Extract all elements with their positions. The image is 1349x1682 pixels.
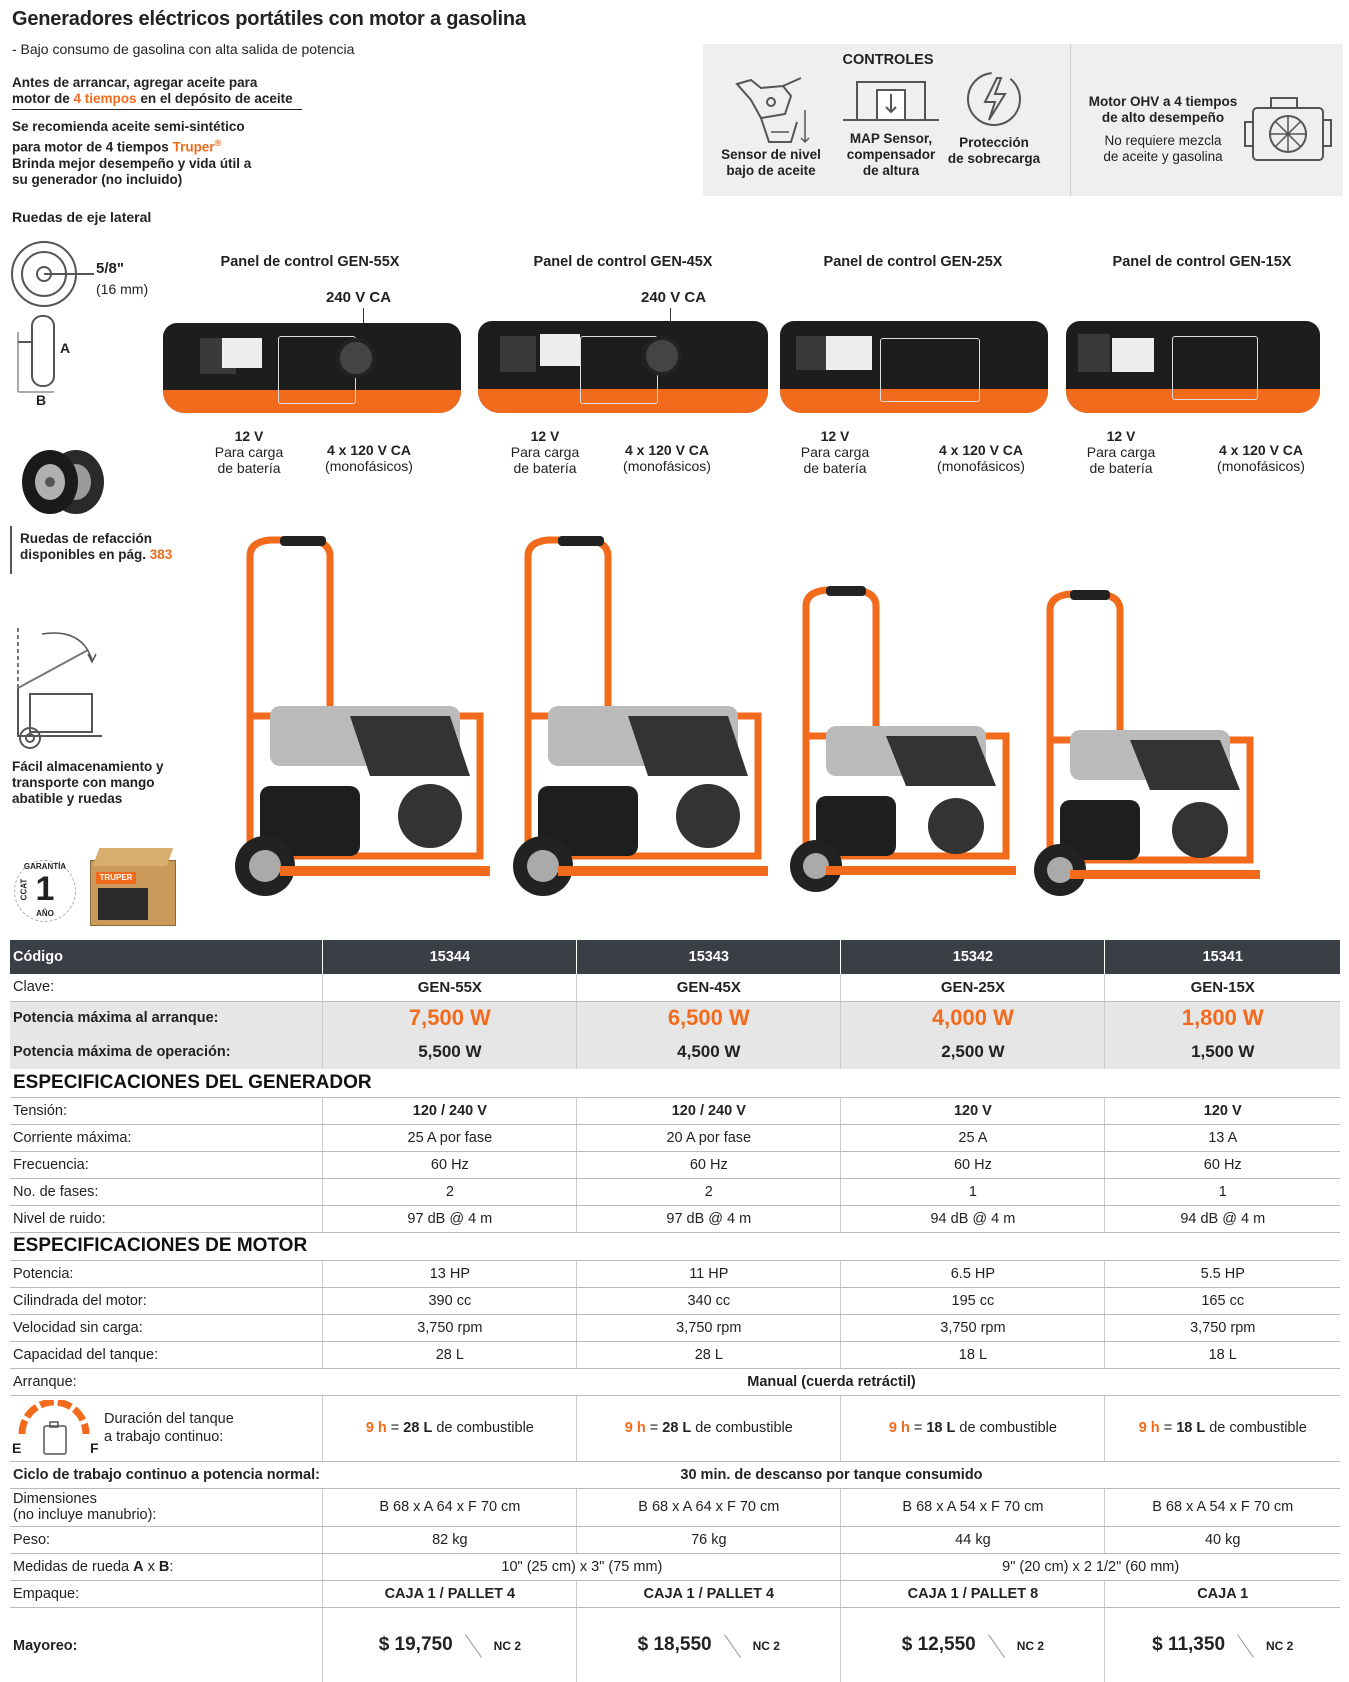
oil-rec-line1: Se recomienda aceite semi-sintético [12, 119, 245, 134]
op-power-value: 5,500 W [323, 1035, 577, 1069]
outlets-frame [880, 338, 980, 402]
cell: 97 dB @ 4 m [323, 1205, 577, 1232]
cell: B 68 x A 64 x F 70 cm [323, 1488, 577, 1526]
p1-r1: 4 x 120 V CA [624, 442, 710, 458]
row-label: Frecuencia: [10, 1151, 323, 1178]
cell: 2 [323, 1178, 577, 1205]
wheel-size-small: 9" (20 cm) x 2 1/2" (60 mm) [841, 1553, 1340, 1580]
wheel-label-a: A [133, 1558, 144, 1575]
panel-title-gen15x: Panel de control GEN-15X [1112, 254, 1292, 270]
panel-title-gen45x: Panel de control GEN-45X [533, 254, 713, 270]
duration-liters: 18 L [1176, 1420, 1206, 1436]
cell: CAJA 1 / PALLET 4 [323, 1580, 577, 1607]
row-label: Tensión: [10, 1097, 323, 1124]
duration-label-2: a trabajo continuo: [104, 1428, 224, 1445]
warranty-years: 1 [35, 870, 55, 908]
p2-l3: de batería [803, 460, 867, 476]
op-power-value: 1,500 W [1105, 1035, 1340, 1069]
p2-l2: Para carga [800, 444, 870, 460]
spare-divider [10, 526, 12, 574]
op-power-label: Potencia máxima de operación: [10, 1035, 323, 1069]
p2-r1: 4 x 120 V CA [938, 442, 1024, 458]
oil-note-highlight: 4 tiempos [73, 91, 137, 106]
wheel-front-icon [14, 312, 64, 396]
warranty-bottom-text: AÑO [36, 909, 54, 918]
motor-ohv-label: Motor OHV a 4 tiempos de alto desempeño [1088, 94, 1238, 125]
cell: 44 kg [841, 1526, 1105, 1553]
panel-12v-gen55x [204, 428, 294, 476]
row-label: Nivel de ruido: [10, 1205, 323, 1232]
oil-note-line2 [12, 91, 302, 110]
panel-120v-gen55x [314, 442, 424, 474]
price-divider [988, 1634, 1005, 1658]
panel-120v-gen15x [1206, 442, 1316, 474]
wheel-dim-a: A [60, 340, 71, 356]
panel-120v-gen25x [926, 442, 1036, 474]
table-section-motor [10, 1232, 1340, 1260]
panel-120v-gen45x [612, 442, 722, 474]
duration-liters: 18 L [926, 1420, 956, 1436]
table-section-generator [10, 1069, 1340, 1097]
spare-wheels-icon [18, 447, 108, 517]
twistlock-outlet [336, 338, 376, 378]
cell: 60 Hz [577, 1151, 841, 1178]
cell: 60 Hz [841, 1151, 1105, 1178]
cell: 340 cc [577, 1287, 841, 1314]
nc-badge: NC 2 [752, 1639, 780, 1654]
p3-l3: de batería [1089, 460, 1153, 476]
page-subtitle: - Bajo consumo de gasolina con alta salida de potencia [12, 41, 355, 57]
code-15342: 15342 [841, 940, 1105, 974]
box-top [93, 848, 174, 866]
wheel-label-x: x [147, 1558, 155, 1575]
oil-note [12, 75, 302, 110]
wheel-label-pre: Medidas de rueda [13, 1558, 130, 1575]
cell: 28 L [323, 1341, 577, 1368]
cell: B 68 x A 54 x F 70 cm [841, 1488, 1105, 1526]
clave-value: GEN-15X [1105, 974, 1340, 1001]
cell: 6.5 HP [841, 1260, 1105, 1287]
cell: 18 L [1105, 1341, 1340, 1368]
table-row-dimensions [10, 1488, 1340, 1526]
duration-cell [1105, 1395, 1340, 1461]
cell: B 68 x A 64 x F 70 cm [577, 1488, 841, 1526]
generator-gen15x [1034, 590, 1260, 896]
op-power-value: 4,500 W [577, 1035, 841, 1069]
controls-divider [1070, 44, 1071, 196]
duration-liters: 28 L [662, 1420, 692, 1436]
warranty-top-text: GARANTÍA [23, 862, 67, 871]
oil-note-pre: motor de [12, 91, 70, 106]
wholesale-label: Mayoreo: [13, 1638, 78, 1655]
table-row-clave [10, 974, 1340, 1001]
cell: 28 L [577, 1341, 841, 1368]
p3-r2: (monofásicos) [1217, 458, 1305, 474]
p0-l2: Para carga [214, 444, 284, 460]
storage-line3: abatible y ruedas [12, 791, 123, 806]
cell: 390 cc [323, 1287, 577, 1314]
panel-12v-gen15x [1076, 428, 1166, 476]
p1-r2: (monofásicos) [623, 458, 711, 474]
box-brand: TRUPER [96, 872, 136, 884]
wheel-side-icon [10, 238, 94, 310]
duration-cell [577, 1395, 841, 1461]
cell: 25 A por fase [323, 1124, 577, 1151]
cell: 195 cc [841, 1287, 1105, 1314]
cell: CAJA 1 [1105, 1580, 1340, 1607]
page-title: Generadores eléctricos portátiles con motor a gasolina [12, 8, 526, 30]
duration-suffix: de combustible [436, 1420, 534, 1436]
cell: 60 Hz [1105, 1151, 1340, 1178]
product-box-image [90, 848, 176, 926]
table-row-start-power [10, 1001, 1340, 1035]
controls-box [703, 44, 1343, 196]
table-row [10, 1178, 1340, 1205]
start-power-label: Potencia máxima al arranque: [10, 1001, 323, 1035]
box-photo [98, 888, 148, 920]
table-row-op-power [10, 1035, 1340, 1069]
cell: 13 A [1105, 1124, 1340, 1151]
price-cell [841, 1607, 1105, 1682]
spare-line1: Ruedas de refacción [20, 531, 153, 546]
table-row [10, 1124, 1340, 1151]
table-row-wholesale [10, 1607, 1340, 1682]
table-row-duration [10, 1395, 1340, 1461]
overload-protection-icon [961, 66, 1027, 132]
table-row-code [10, 940, 1340, 974]
panel-title-gen55x: Panel de control GEN-55X [220, 254, 400, 270]
price-divider [465, 1634, 482, 1658]
cell: 25 A [841, 1124, 1105, 1151]
oil-can-icon [731, 70, 813, 146]
nc-badge: NC 2 [1266, 1639, 1294, 1654]
gauge-e: E [12, 1439, 22, 1456]
clave-value: GEN-55X [323, 974, 577, 1001]
duration-label-1: Duración del tanque [104, 1410, 234, 1427]
eq: = [1163, 1420, 1173, 1436]
cell: 120 / 240 V [577, 1097, 841, 1124]
row-label: Potencia: [10, 1260, 323, 1287]
eq: = [913, 1420, 923, 1436]
oil-note-post: en el depósito de aceite [140, 91, 293, 106]
row-label: Cilindrada del motor: [10, 1287, 323, 1314]
price-cell [577, 1607, 841, 1682]
spare-line2 [20, 547, 172, 563]
table-row [10, 1341, 1340, 1368]
spec-table [10, 940, 1340, 1682]
cell: 120 V [841, 1097, 1105, 1124]
cell: 94 dB @ 4 m [841, 1205, 1105, 1232]
weight-label: Peso: [10, 1526, 323, 1553]
oil-rec-line2 [12, 135, 312, 156]
p3-r1: 4 x 120 V CA [1218, 442, 1304, 458]
oil-rec-brand: Truper [172, 139, 215, 155]
map-sensor-label: MAP Sensor, compensador de altura [846, 131, 936, 178]
nc-badge: NC 2 [1016, 1639, 1045, 1654]
cell: 5.5 HP [1105, 1260, 1340, 1287]
spare-wheels-note [20, 531, 172, 563]
table-row-cycle [10, 1461, 1340, 1488]
p3-l2: Para carga [1086, 444, 1156, 460]
code-15344: 15344 [323, 940, 577, 974]
op-power-value: 2,500 W [841, 1035, 1105, 1069]
duration-suffix: de combustible [959, 1420, 1057, 1436]
cell: 120 / 240 V [323, 1097, 577, 1124]
start-power-value: 7,500 W [323, 1001, 577, 1035]
map-sensor-icon [843, 76, 939, 128]
cell: 3,750 rpm [1105, 1314, 1340, 1341]
gauge-f: F [90, 1439, 99, 1456]
code-label: Código [10, 940, 323, 974]
table-row-pack [10, 1580, 1340, 1607]
price: $ 11,350 [1152, 1634, 1226, 1656]
cell: 82 kg [323, 1526, 577, 1553]
price: $ 19,750 [378, 1634, 453, 1656]
duration-hours: 9 h [1138, 1420, 1160, 1436]
arranque-value: Manual (cuerda retráctil) [323, 1368, 1340, 1395]
wheel-size-label [10, 1553, 323, 1580]
cell: CAJA 1 / PALLET 8 [841, 1580, 1105, 1607]
switch-icon [796, 336, 826, 370]
table-row [10, 1205, 1340, 1232]
cell: CAJA 1 / PALLET 4 [577, 1580, 841, 1607]
price-divider [1237, 1634, 1254, 1658]
panel-12v-gen45x [500, 428, 590, 476]
folding-handle-icon [12, 624, 112, 752]
panel-12v-gen25x [790, 428, 880, 476]
start-power-value: 6,500 W [577, 1001, 841, 1035]
cell: 1 [841, 1178, 1105, 1205]
wheel-size-big: 10" (25 cm) x 3" (75 mm) [323, 1553, 841, 1580]
cell: 2 [577, 1178, 841, 1205]
pack-label: Empaque: [10, 1580, 323, 1607]
p1-l3: de batería [513, 460, 577, 476]
voltmeter-icon [222, 338, 262, 368]
code-15341: 15341 [1105, 940, 1340, 974]
table-row [10, 1314, 1340, 1341]
panel-title-gen25x: Panel de control GEN-25X [823, 254, 1003, 270]
p1-l1: 12 V [530, 428, 560, 444]
section-motor-title: ESPECIFICACIONES DE MOTOR [10, 1232, 1340, 1260]
section-generator-title: ESPECIFICACIONES DEL GENERADOR [10, 1069, 1340, 1097]
price-cell [1105, 1607, 1340, 1682]
oil-rec-line3: Brinda mejor desempeño y vida útil a [12, 155, 252, 171]
start-power-value: 4,000 W [841, 1001, 1105, 1035]
overload-protection-label: Protección de sobrecarga [947, 135, 1041, 166]
clave-value: GEN-45X [577, 974, 841, 1001]
wheel-label-colon: : [169, 1558, 174, 1575]
twistlock-outlet [642, 336, 682, 376]
cell: 76 kg [577, 1526, 841, 1553]
clave-label: Clave: [10, 974, 323, 1001]
voltmeter-icon [826, 336, 872, 370]
cell: 3,750 rpm [841, 1314, 1105, 1341]
switch-icon [1078, 334, 1110, 372]
duration-hours: 9 h [624, 1420, 646, 1436]
generator-gen55x [235, 536, 490, 896]
p3-l1: 12 V [1106, 428, 1136, 444]
motor-ohv-sub: No requiere mezcla de aceite y gasolina [1103, 133, 1223, 164]
cell: 3,750 rpm [323, 1314, 577, 1341]
outlets-frame [1172, 336, 1258, 400]
cell: 165 cc [1105, 1287, 1340, 1314]
cell: 1 [1105, 1178, 1340, 1205]
voltmeter-icon [1112, 338, 1154, 372]
eq: = [649, 1420, 659, 1436]
cell: 11 HP [577, 1260, 841, 1287]
oil-rec-pre: para motor de 4 tiempos [12, 139, 169, 155]
warranty-seal [14, 860, 76, 922]
duration-hours: 9 h [888, 1420, 910, 1436]
table-row [10, 1097, 1340, 1124]
duration-suffix: de combustible [1209, 1420, 1307, 1436]
table-row [10, 1260, 1340, 1287]
generator-gen25x [790, 586, 1016, 892]
storage-line2: transporte con mango [12, 775, 155, 790]
spare-page-link[interactable]: 383 [149, 547, 173, 562]
wheels-title: Ruedas de eje lateral [12, 209, 152, 225]
p0-r2: (monofásicos) [325, 458, 413, 474]
oil-recommendation [12, 119, 312, 188]
p1-l2: Para carga [510, 444, 580, 460]
controls-title: CONTROLES [842, 52, 934, 68]
cell: 18 L [841, 1341, 1105, 1368]
table-row-wheels [10, 1553, 1340, 1580]
oil-sensor-label: Sensor de nivel bajo de aceite [721, 147, 821, 178]
cell: 60 Hz [323, 1151, 577, 1178]
table-row [10, 1151, 1340, 1178]
cell: 40 kg [1105, 1526, 1340, 1553]
duration-hours: 9 h [365, 1420, 387, 1436]
nc-badge: NC 2 [493, 1639, 521, 1654]
axle-fraction: 5/8" [96, 260, 124, 277]
table-row-weight [10, 1526, 1340, 1553]
dim-label-1: Dimensiones [13, 1491, 97, 1507]
row-label: Velocidad sin carga: [10, 1314, 323, 1341]
voltmeter-icon [540, 334, 580, 366]
spare-pre: disponibles en pág. [20, 547, 147, 562]
p0-l1: 12 V [234, 428, 264, 444]
warranty-left-text: CCAT [19, 878, 29, 901]
wheel-label-b: B [158, 1558, 170, 1575]
cell: 3,750 rpm [577, 1314, 841, 1341]
duration-label-cell [10, 1395, 323, 1461]
price: $ 18,550 [637, 1634, 712, 1656]
cell: 20 A por fase [577, 1124, 841, 1151]
cell: 94 dB @ 4 m [1105, 1205, 1340, 1232]
start-power-value: 1,800 W [1105, 1001, 1340, 1035]
code-15343: 15343 [577, 940, 841, 974]
arranque-label: Arranque: [10, 1368, 323, 1395]
p0-r1: 4 x 120 V CA [326, 442, 412, 458]
storage-line1: Fácil almacenamiento y [12, 759, 164, 774]
oil-rec-line4: su generador (no incluido) [12, 171, 183, 187]
clave-value: GEN-25X [841, 974, 1105, 1001]
registered-mark: ® [214, 138, 222, 148]
price-cell [323, 1607, 577, 1682]
table-row-arranque [10, 1368, 1340, 1395]
wheel-dim-b: B [36, 392, 47, 408]
cell: 97 dB @ 4 m [577, 1205, 841, 1232]
price: $ 12,550 [901, 1634, 976, 1656]
oil-note-line1: Antes de arrancar, agregar aceite para [12, 75, 258, 90]
duration-liters: 28 L [403, 1420, 433, 1436]
cell: B 68 x A 54 x F 70 cm [1105, 1488, 1340, 1526]
duration-suffix: de combustible [695, 1420, 793, 1436]
row-label: Capacidad del tanque: [10, 1341, 323, 1368]
generator-images [230, 536, 1330, 928]
panel-240v-gen55x: 240 V CA [326, 289, 392, 306]
engine-icon [1243, 94, 1333, 170]
cycle-value: 30 min. de descanso por tanque consumido [323, 1461, 1340, 1488]
generator-gen45x [513, 536, 768, 896]
row-label: Corriente máxima: [10, 1124, 323, 1151]
duration-label-text [104, 1410, 234, 1446]
p2-r2: (monofásicos) [937, 458, 1025, 474]
cell: 13 HP [323, 1260, 577, 1287]
panel-240v-gen45x: 240 V CA [641, 289, 707, 306]
p2-l1: 12 V [820, 428, 850, 444]
eq: = [390, 1420, 400, 1436]
p0-l3: de batería [217, 460, 281, 476]
switch-icon [500, 336, 536, 372]
duration-cell [841, 1395, 1105, 1461]
row-label: No. de fases: [10, 1178, 323, 1205]
cell: 120 V [1105, 1097, 1340, 1124]
dim-label-2: (no incluye manubrio): [13, 1507, 157, 1523]
price-divider [724, 1634, 741, 1658]
table-row [10, 1287, 1340, 1314]
dimensions-label [10, 1488, 323, 1526]
duration-cell [323, 1395, 577, 1461]
storage-note [12, 759, 164, 807]
cycle-label: Ciclo de trabajo continuo a potencia normal: [10, 1461, 323, 1488]
axle-mm: (16 mm) [96, 281, 149, 297]
